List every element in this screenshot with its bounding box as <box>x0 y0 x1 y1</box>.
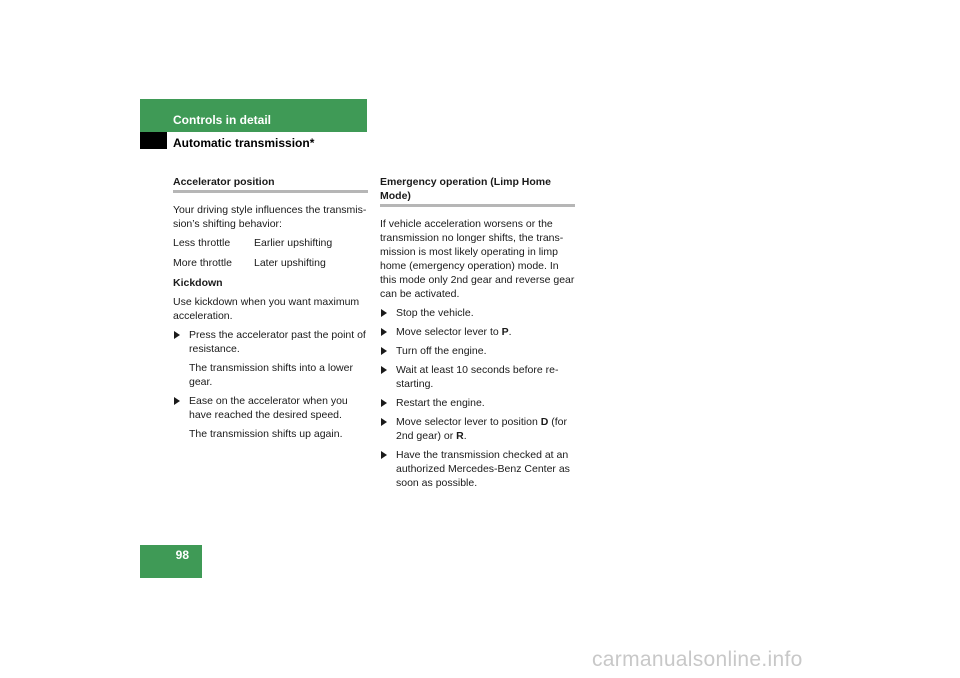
instruction-step <box>380 344 575 358</box>
step-text: Have the transmission checked at an authorized Mercedes-Benz Center as soon as possible. <box>396 449 570 489</box>
arrow-bullet-icon <box>381 347 387 355</box>
section-title: Automatic transmission* <box>173 136 315 150</box>
instruction-step <box>380 325 575 339</box>
step-text: Restart the engine. <box>396 397 485 409</box>
step-result: The transmission shifts into a lower gear. <box>189 362 353 388</box>
kickdown-intro: Use kickdown when you want maximum acceleration. <box>173 296 360 322</box>
accelerator-position-heading: Accelerator position <box>173 175 368 193</box>
chapter-title: Controls in detail <box>173 113 272 127</box>
step-text: Move selector lever to P. <box>396 326 512 338</box>
throttle-row <box>173 236 368 250</box>
effect-cell: Later upshifting <box>254 257 326 269</box>
step-text: Stop the vehicle. <box>396 307 474 319</box>
right-column <box>380 175 575 495</box>
instruction-step <box>380 306 575 320</box>
effect-cell: Earlier upshifting <box>254 237 333 249</box>
kickdown-heading: Kickdown <box>173 277 223 289</box>
arrow-bullet-icon <box>174 397 180 405</box>
arrow-bullet-icon <box>381 328 387 336</box>
step-text: Move selector lever to position D (for 2nd gear) or R. <box>396 416 567 442</box>
emergency-operation-heading: Emergency operation (Limp Home Mode) <box>380 175 575 207</box>
left-column <box>173 175 368 446</box>
instruction-step <box>380 415 575 443</box>
arrow-bullet-icon <box>381 451 387 459</box>
chapter-header <box>140 99 367 132</box>
gear-p-label: P <box>501 326 509 338</box>
gear-d-label: D <box>540 416 549 428</box>
step-text: Wait at least 10 seconds before re-starting. <box>396 364 559 390</box>
arrow-bullet-icon <box>174 331 180 339</box>
arrow-bullet-icon <box>381 366 387 374</box>
step-text: Press the accelerator past the point of resistance. <box>189 329 366 355</box>
step-result: The transmission shifts up again. <box>189 428 343 440</box>
arrow-bullet-icon <box>381 309 387 317</box>
step-text: Ease on the accelerator when you have reached the desired speed. <box>189 395 348 421</box>
instruction-step <box>380 363 575 391</box>
emergency-intro: If vehicle acceleration worsens or the transmission no longer shifts, the trans-mission is most likely operating in limp home (emergency operation) mode. In this mode only 2nd gear and reverse gear can be activated. <box>380 218 575 300</box>
step-text: Turn off the engine. <box>396 345 487 357</box>
instruction-step <box>380 448 575 490</box>
watermark: carmanualsonline.info <box>592 648 803 671</box>
throttle-cell: More throttle <box>173 257 232 269</box>
accelerator-intro: Your driving style influences the transmis-sion’s shifting behavior: <box>173 204 367 230</box>
throttle-row <box>173 256 368 270</box>
instruction-step <box>173 394 368 422</box>
arrow-bullet-icon <box>381 399 387 407</box>
page-number: 98 <box>175 548 189 562</box>
instruction-step <box>380 396 575 410</box>
page-number-box <box>140 545 202 578</box>
throttle-cell: Less throttle <box>173 237 231 249</box>
instruction-step <box>173 328 368 356</box>
gear-r-label: R <box>456 430 464 442</box>
arrow-bullet-icon <box>381 418 387 426</box>
section-tab-marker <box>140 132 167 149</box>
